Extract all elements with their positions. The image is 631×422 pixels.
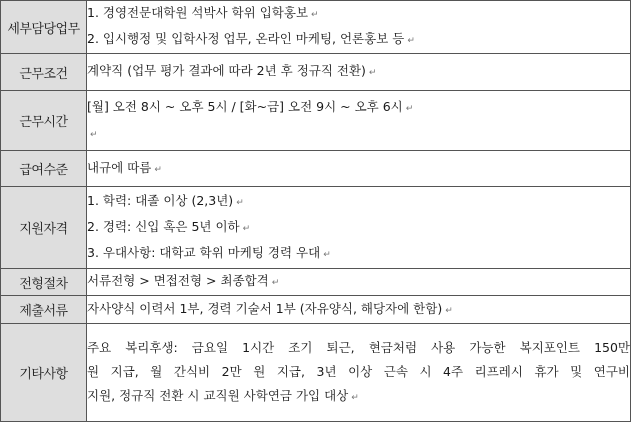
content-process: 서류전형 > 면접전형 > 최종합격 ↵ bbox=[87, 269, 631, 296]
duties-line: 1. 경영전문대학원 석박사 학위 입학홍보 ↵ bbox=[87, 5, 319, 20]
label-etc: 기타사항 bbox=[1, 324, 87, 422]
label-documents: 제출서류 bbox=[1, 296, 87, 324]
paragraph-mark-icon: ↵ bbox=[242, 223, 251, 234]
row-qualifications bbox=[1, 187, 631, 269]
label-duties: 세부담당업무 bbox=[1, 1, 87, 54]
paragraph-mark-icon: ↵ bbox=[323, 249, 331, 260]
paragraph-mark-icon: ↵ bbox=[405, 103, 414, 114]
content-hours: [월] 오전 8시 ~ 오후 5시 / [화~금] 오전 9시 ~ 오후 6시 ↵ ↵ bbox=[87, 91, 631, 151]
paragraph-mark-icon: ↵ bbox=[271, 278, 280, 288]
content-qualifications: 1. 학력: 대졸 이상 (2,3년) ↵ 2. 경력: 신입 혹은 5년 이하 ↵ 3. 우대사항: 대학교 학위 마케팅 경력 우대 ↵ bbox=[87, 187, 631, 269]
paragraph-mark-icon: ↵ bbox=[407, 36, 415, 46]
row-duties bbox=[1, 1, 631, 54]
row-conditions bbox=[1, 54, 631, 91]
label-hours: 근무시간 bbox=[1, 91, 87, 151]
row-process bbox=[1, 269, 631, 296]
content-etc: 주요 복리후생: 금요일 1시간 조기 퇴근, 현금처럼 사용 가능한 복지포인트 150만 원 지급, 월 간식비 2만 원 지급, 3년 이상 근속 시 4주 리프레시 휴가 및 연구비 지원, 정규직 전환 시 교직원 사학연금 가입 대상 ↵ bbox=[87, 324, 631, 422]
label-qualifications: 지원자격 bbox=[1, 187, 87, 269]
paragraph-mark-icon: ↵ bbox=[90, 129, 98, 140]
label-salary: 급여수준 bbox=[1, 151, 87, 187]
row-documents bbox=[1, 296, 631, 324]
row-hours bbox=[1, 91, 631, 151]
content-documents: 자사양식 이력서 1부, 경력 기술서 1부 (자유양식, 해당자에 한함) ↵ bbox=[87, 296, 631, 324]
paragraph-mark-icon: ↵ bbox=[445, 305, 453, 316]
duties-line: 2. 입시행정 및 입학사정 업무, 온라인 마케팅, 언론홍보 등 ↵ bbox=[87, 31, 415, 46]
paragraph-mark-icon: ↵ bbox=[351, 392, 359, 403]
row-salary bbox=[1, 151, 631, 187]
paragraph-mark-icon: ↵ bbox=[154, 164, 162, 175]
label-conditions: 근무조건 bbox=[1, 54, 87, 91]
content-duties bbox=[87, 1, 631, 54]
paragraph-mark-icon: ↵ bbox=[236, 197, 244, 208]
paragraph-mark-icon: ↵ bbox=[368, 68, 377, 78]
content-salary: 내규에 따름 ↵ bbox=[87, 151, 631, 187]
content-conditions: 계약직 (업무 평가 결과에 따라 2년 후 정규직 전환) ↵ bbox=[87, 54, 631, 91]
paragraph-mark-icon: ↵ bbox=[311, 10, 319, 20]
label-process: 전형절차 bbox=[1, 269, 87, 296]
row-etc bbox=[1, 324, 631, 422]
